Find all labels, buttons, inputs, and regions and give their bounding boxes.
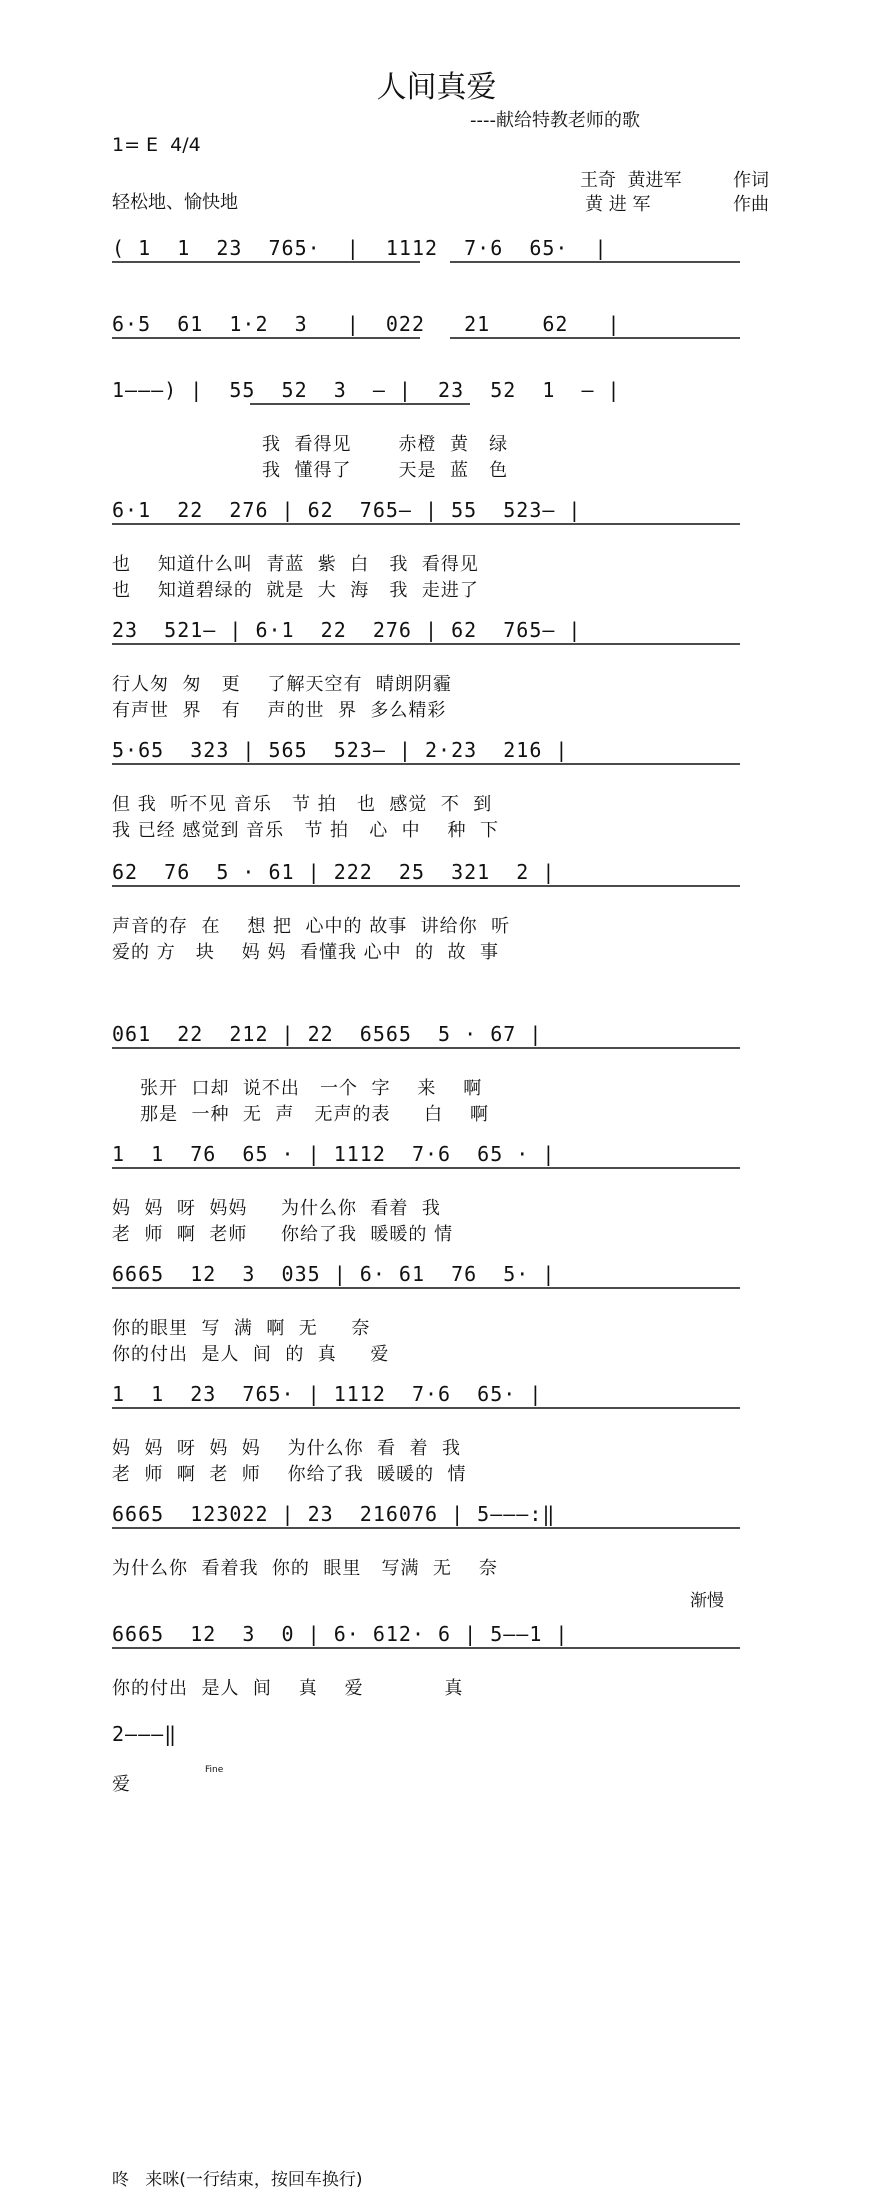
lyric-line: 但 我 听不见 音乐 节 拍 也 感觉 不 到 [112, 794, 493, 815]
lyric-line: 我 看得见 赤橙 黄 绿 [262, 434, 509, 455]
score-row-8: 061 22 212 | 22 6565 5 · 67 | [112, 1022, 543, 1046]
score-row-9: 1 1 76 65 · | 1112 7·6 65 · | [112, 1142, 556, 1166]
composer-name: 黄 进 军 [585, 194, 651, 215]
footer-text: 咚 来咪(一行结束，按回车换行) [112, 2170, 363, 2190]
lyric-line: 我 懂得了 天是 蓝 色 [262, 460, 509, 481]
score-row-1: ( 1 1 23 765· | 1112 7·6 65· | [112, 236, 608, 260]
fine-mark: Fine [205, 1765, 224, 1775]
lyric-line: 爱 [112, 1774, 131, 1795]
lyric-line: 你的眼里 写 满 啊 无 奈 [112, 1318, 371, 1339]
lyricist-names: 王奇 黄进军 [580, 170, 682, 191]
score-row-7: 62 76 5 · 61 | 222 25 321 2 | [112, 860, 556, 884]
lyric-line: 你的付出 是人 间 真 爱 真 [112, 1678, 464, 1699]
lyric-line: 为什么你 看着我 你的 眼里 写满 无 奈 [112, 1558, 498, 1579]
lyric-line: 老 师 啊 老 师 你给了我 暖暖的 情 [112, 1464, 467, 1485]
lyric-line: 张开 口却 说不出 一个 字 来 啊 [140, 1078, 483, 1099]
lyric-line: 老 师 啊 老师 你给了我 暖暖的 情 [112, 1224, 454, 1245]
composer-role: 作曲 [733, 194, 769, 215]
lyric-line: 也 知道碧绿的 就是 大 海 我 走进了 [112, 580, 479, 601]
score-row-10: 6665 12 3 035 | 6· 61 76 5· | [112, 1262, 556, 1286]
score-row-11: 1 1 23 765· | 1112 7·6 65· | [112, 1382, 543, 1406]
lyric-line: 也 知道什么叫 青蓝 紫 白 我 看得见 [112, 554, 479, 575]
lyric-line: 你的付出 是人 间 的 真 爱 [112, 1344, 390, 1365]
lyricist-role: 作词 [733, 170, 769, 191]
lyric-line: 有声世 界 有 声的世 界 多么精彩 [112, 700, 447, 721]
score-row-13: 6665 12 3 0 | 6· 612· 6 | 5——1 | [112, 1622, 569, 1646]
song-title: 人间真爱 [376, 70, 497, 105]
tempo-marking: 轻松地、愉快地 [112, 192, 238, 213]
key-signature: 1= E 4/4 [112, 134, 201, 156]
lyric-line: 行人匆 匆 更 了解天空有 晴朗阴霾 [112, 674, 452, 695]
lyric-line: 爱的 方 块 妈 妈 看懂我 心中 的 故 事 [112, 942, 499, 963]
score-row-3: 1———) | 55 52 3 — | 23 52 1 — | [112, 378, 621, 402]
score-row-4: 6·1 22 276 | 62 765— | 55 523— | [112, 498, 582, 522]
ritardando-mark: 渐慢 [690, 1591, 724, 1611]
song-subtitle: ----献给特教老师的歌 [470, 110, 640, 131]
score-row-12: 6665 123022 | 23 216076 | 5———:‖ [112, 1502, 556, 1526]
score-row-14: 2———‖ [112, 1722, 178, 1746]
score-row-6: 5·65 323 | 565 523— | 2·23 216 | [112, 738, 569, 762]
lyric-line: 我 已经 感觉到 音乐 节 拍 心 中 种 下 [112, 820, 499, 841]
lyric-line: 声音的存 在 想 把 心中的 故事 讲给你 听 [112, 916, 511, 937]
score-row-5: 23 521— | 6·1 22 276 | 62 765— | [112, 618, 582, 642]
lyric-line: 那是 一种 无 声 无声的表 白 啊 [140, 1104, 489, 1125]
score-row-2: 6·5 61 1·2 3 | 022 21 62 | [112, 312, 621, 336]
lyric-line: 妈 妈 呀 妈妈 为什么你 看着 我 [112, 1198, 441, 1219]
lyric-line: 妈 妈 呀 妈 妈 为什么你 看 着 我 [112, 1438, 461, 1459]
